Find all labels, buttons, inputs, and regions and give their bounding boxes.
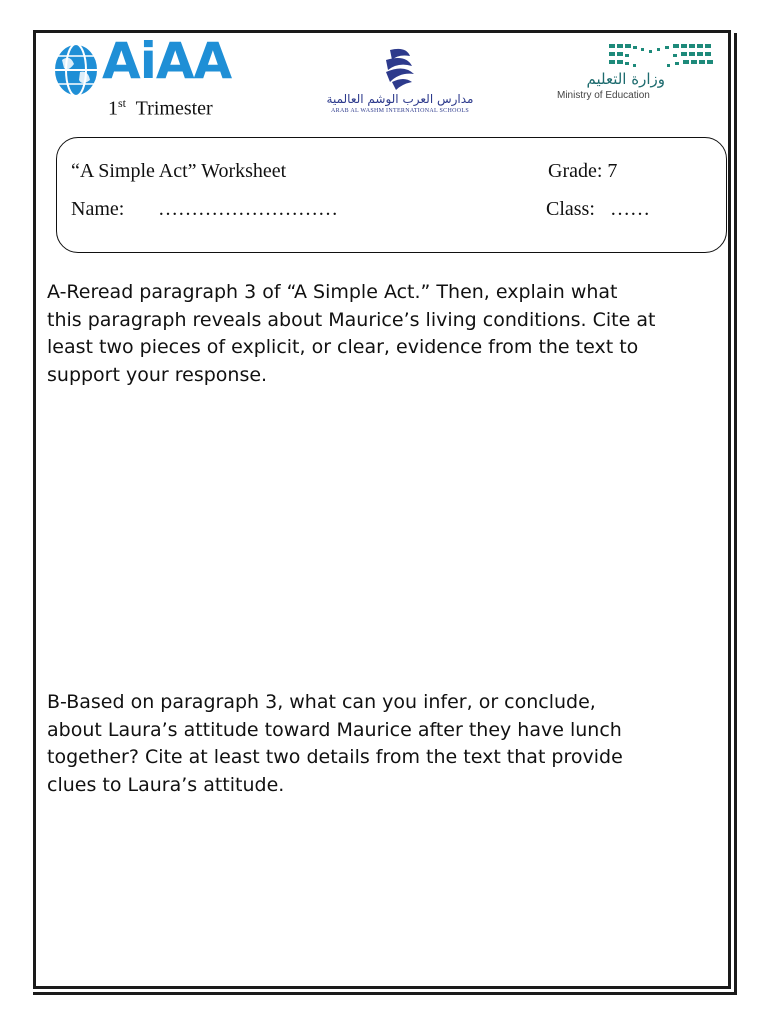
class-label: Class: bbox=[546, 198, 595, 220]
grade-label: Grade: 7 bbox=[548, 160, 618, 182]
globe-icon bbox=[52, 42, 100, 98]
aiaa-logo bbox=[52, 32, 232, 100]
question-b-line: together? Cite at least two details from the text that provide bbox=[47, 746, 623, 768]
wave-emblem-icon bbox=[376, 44, 424, 92]
question-b-line: B-Based on paragraph 3, what can you infer, or conclude, bbox=[47, 691, 596, 713]
question-a bbox=[47, 279, 727, 389]
question-b bbox=[47, 689, 727, 799]
ministry-dots-icon bbox=[607, 42, 717, 70]
question-a-line: least two pieces of explicit, or clear, evidence from the text to bbox=[47, 336, 639, 358]
ministry-logo bbox=[555, 42, 720, 106]
class-blank[interactable]: …… bbox=[610, 198, 650, 220]
worksheet-title: “A Simple Act” Worksheet bbox=[71, 160, 287, 182]
name-blank[interactable]: ……………………… bbox=[158, 198, 338, 220]
page-border-shadow-bottom bbox=[33, 992, 737, 995]
question-a-line: A-Reread paragraph 3 of “A Simple Act.” Then, explain what bbox=[47, 281, 618, 303]
ministry-name-arabic: وزارة التعليم bbox=[586, 70, 665, 88]
question-a-line: support your response. bbox=[47, 363, 268, 386]
school-name-english: ARAB AL WASHM INTERNATIONAL SCHOOLS bbox=[331, 108, 469, 114]
question-a-line: this paragraph reveals about Maurice’s living conditions. Cite at bbox=[47, 308, 656, 331]
question-b-line: clues to Laura’s attitude. bbox=[47, 773, 285, 796]
question-b-line: about Laura’s attitude toward Maurice after they have lunch bbox=[47, 718, 622, 741]
page-border-shadow-right bbox=[734, 33, 737, 995]
school-name-arabic: مدارس العرب الوشم العالمية bbox=[326, 92, 474, 106]
trimester-label: 1st Trimester bbox=[108, 96, 213, 120]
name-label: Name: bbox=[71, 198, 125, 220]
school-logo bbox=[300, 44, 500, 116]
worksheet-info-box bbox=[56, 137, 727, 253]
ministry-name-english: Ministry of Education bbox=[557, 90, 650, 101]
aiaa-logo-text: AiAA bbox=[102, 32, 232, 90]
